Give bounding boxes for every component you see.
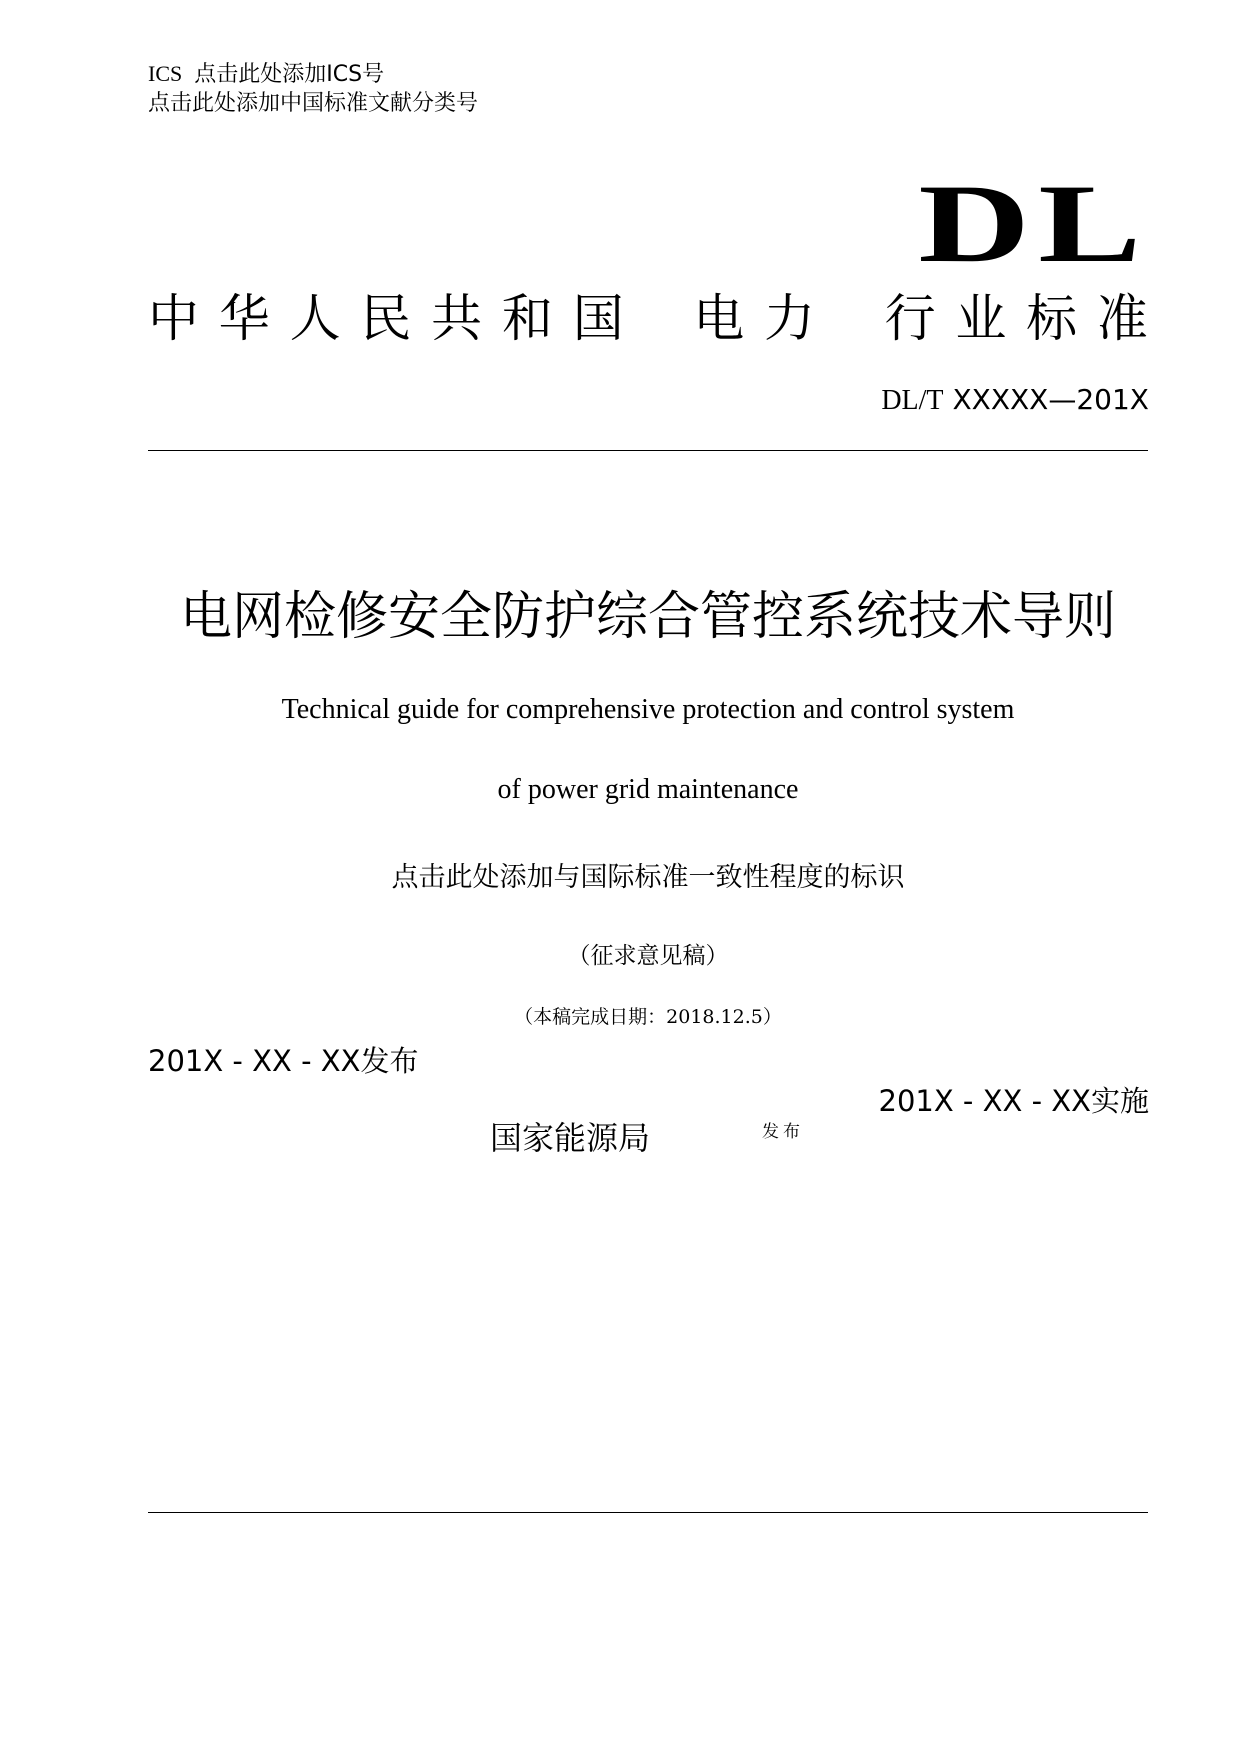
ics-prefix: ICS <box>148 61 183 86</box>
document-title-english-line-2: of power grid maintenance <box>497 774 799 805</box>
effective-date[interactable]: 201X - XX - XX实施 <box>878 1084 1149 1118</box>
title-char: 业 <box>955 290 1007 349</box>
standard-category-title <box>148 288 1148 352</box>
issuing-authority: 国家能源局 <box>490 1119 651 1157</box>
title-spacer <box>643 288 673 352</box>
title-char: 国 <box>572 290 624 349</box>
ics-number-line <box>148 60 384 89</box>
title-char: 电 <box>693 290 745 349</box>
document-title-english-line-1: Technical guide for comprehensive protection and control system <box>281 694 1015 725</box>
title-char: 共 <box>431 290 483 349</box>
title-char: 准 <box>1096 290 1148 349</box>
release-date[interactable]: 201X - XX - XX发布 <box>148 1044 419 1078</box>
title-char: 力 <box>764 290 816 349</box>
bottom-divider <box>148 1512 1148 1513</box>
issue-label: 发布 <box>762 1122 804 1142</box>
title-char: 中 <box>148 290 200 349</box>
ccs-number-placeholder[interactable]: 点击此处添加中国标准文献分类号 <box>148 91 479 116</box>
top-divider <box>148 450 1148 451</box>
title-spacer <box>835 288 865 352</box>
standard-number-value[interactable]: XXXXX—201X <box>952 383 1149 416</box>
title-char: 标 <box>1026 290 1078 349</box>
dl-logo: DL <box>918 162 1150 286</box>
ics-number-placeholder[interactable]: 点击此处添加ICS号 <box>194 62 385 87</box>
title-char: 人 <box>289 290 341 349</box>
standard-number <box>881 383 1149 418</box>
title-char: 民 <box>360 290 412 349</box>
completion-date: （本稿完成日期：2018.12.5） <box>514 1006 782 1028</box>
consistency-degree-placeholder[interactable]: 点击此处添加与国际标准一致性程度的标识 <box>391 862 905 893</box>
title-char: 行 <box>884 290 936 349</box>
standard-number-prefix: DL/T <box>881 385 944 416</box>
title-char: 和 <box>501 290 553 349</box>
document-title-chinese: 电网检修安全防护综合管控系统技术导则 <box>179 587 1116 647</box>
draft-status: （征求意见稿） <box>567 943 729 969</box>
title-char: 华 <box>218 290 270 349</box>
